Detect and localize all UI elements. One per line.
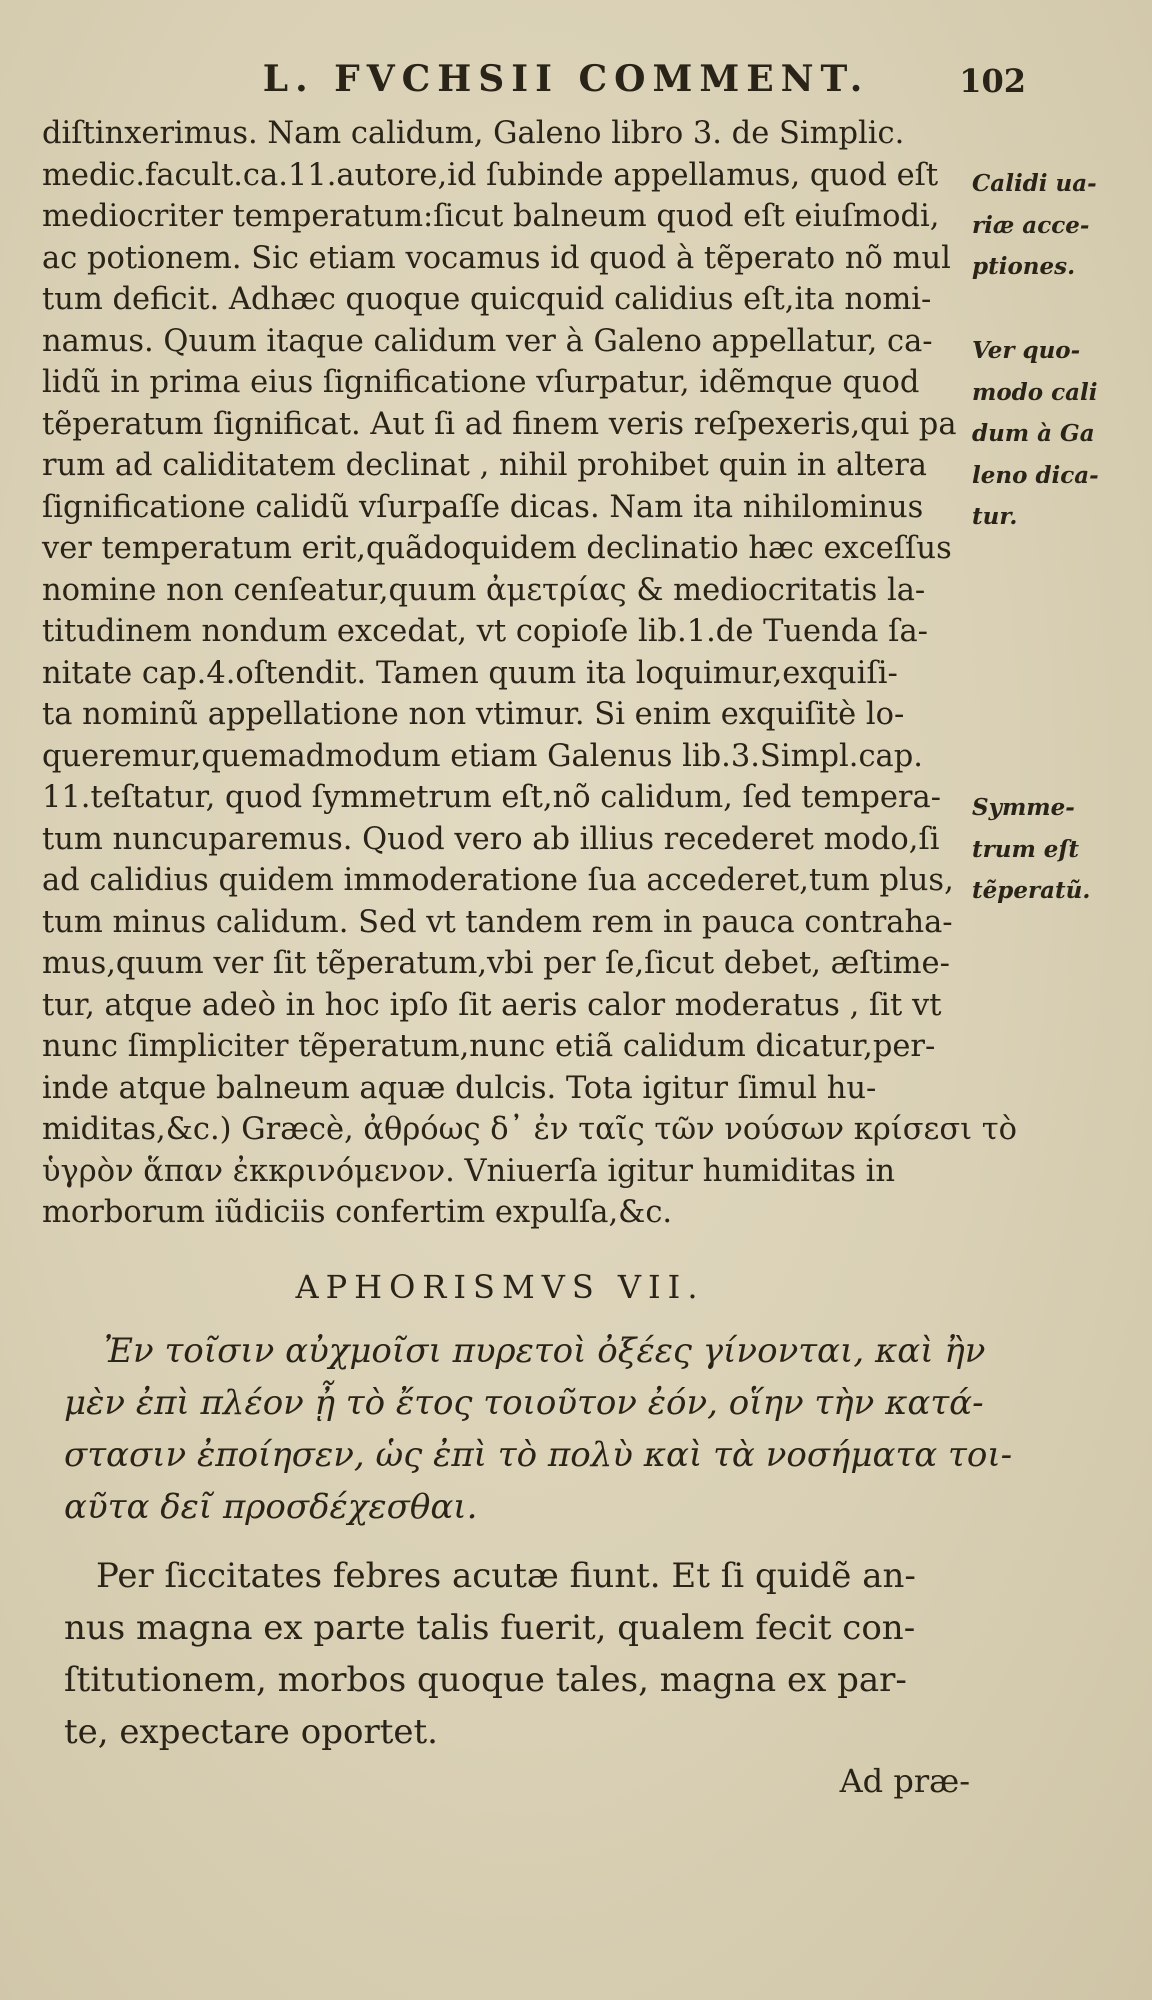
text-line: nunc ſimpliciter tẽperatum,nunc etiã calidum dicatur,per-	[42, 1029, 936, 1064]
latin-line: Per ſiccitates febres acutæ fiunt. Et ſi quidẽ an-	[96, 1556, 916, 1596]
greek-line: στασιν ἐποίησεν, ὡς ἐπὶ τὸ πολὺ καὶ τὰ νοσήματα τοι-	[64, 1435, 1013, 1475]
latin-line: nus magna ex parte talis fuerit, qualem fecit con-	[64, 1608, 916, 1648]
margin-note-line: leno dica-	[972, 461, 1099, 489]
text-line: tum deficit. Adhæc quoque quicquid calidius eſt,ita nomi-	[42, 282, 932, 317]
text-line: rum ad caliditatem declinat , nihil prohibet quin in altera	[42, 448, 927, 483]
text-line: queremur,quemadmodum etiam Galenus lib.3.Simpl.cap.	[42, 738, 923, 774]
greek-line: Ἐν τοῖσιν αὐχμοῖσι πυρετοὶ ὀξέες γίνονται, καὶ ἢν	[104, 1331, 986, 1371]
text-line: nitate cap.4.oſtendit. Tamen quum ita loquimur,exquiſi-	[42, 655, 898, 691]
margin-note-line: tẽperatũ.	[972, 877, 1091, 904]
margin-note-line: trum eſt	[972, 835, 1079, 863]
margin-note-calidi	[972, 163, 1147, 288]
margin-note-line: tur.	[972, 503, 1018, 530]
text-line: ac potionem. Sic etiam vocamus id quod à tẽperato nõ mul	[42, 240, 951, 276]
text-line: tum nuncuparemus. Quod vero ab illius recederet modo,ſi	[42, 821, 940, 857]
greek-line: μὲν ἐπὶ πλέον ᾖ τὸ ἔτος τοιοῦτον ἐόν, οἵην τὴν κατά-	[64, 1383, 984, 1423]
text-line: ver temperatum erit,quãdoquidem declinatio hæc exceſſus	[42, 531, 952, 566]
margin-note-line: Ver quo-	[972, 337, 1081, 364]
commentary-text	[42, 113, 1018, 1234]
text-line: namus. Quum itaque calidum ver à Galeno appellatur, ca-	[42, 323, 933, 359]
latin-line: ſtitutionem, morbos quoque tales, magna ex par-	[64, 1660, 907, 1700]
margin-note-line: modo cali	[972, 378, 1098, 406]
text-line: ad calidius quidem immoderatione ſua accederet,tum plus,	[42, 863, 954, 898]
text-line: tum minus calidum. Sed vt tandem rem in pauca contraha-	[42, 904, 953, 940]
text-line: tẽperatum ſignificat. Aut ſi ad finem veris reſpexeris,qui pa	[42, 406, 957, 442]
text-line: ſignificatione calidũ vſurpaſſe dicas. Nam ita nihilominus	[42, 489, 924, 525]
margin-note-symmetrum	[972, 787, 1147, 912]
text-line: mediocriter temperatum:ſicut balneum quod eſt eiuſmodi,	[42, 199, 940, 234]
page-number: 102	[959, 62, 1026, 100]
latin-line: te, expectare oportet.	[64, 1712, 438, 1752]
text-line: 11.teſtatur, quod ſymmetrum eſt,nõ calidum, ſed tempera-	[42, 780, 941, 815]
running-head: L. FVCHSII COMMENT.	[262, 58, 870, 100]
margin-note-line: ptiones.	[972, 253, 1076, 280]
text-line: nomine non cenſeatur,quum ἀμετρίας & mediocritatis la-	[42, 572, 926, 608]
margin-note-line: Calidi ua-	[972, 170, 1097, 197]
text-line: medic.facult.ca.11.autore,id ſubinde appellamus, quod eſt	[42, 157, 939, 193]
text-line: lidũ in prima eius ſignificatione vſurpatur, idẽmque quod	[42, 365, 920, 400]
aphorism-heading: APHORISMVS VII.	[295, 1268, 705, 1306]
text-line: diſtinxerimus. Nam calidum, Galeno libro 3. de Simplic.	[42, 116, 905, 151]
margin-note-line: riæ acce-	[972, 211, 1090, 239]
text-line: ὑγρὸν ἅπαν ἐκκρινόμενον. Vniuerſa igitur humiditas in	[42, 1153, 896, 1189]
text-line: titudinem nondum excedat, vt copioſe lib.1.de Tuenda ſa-	[42, 614, 928, 649]
aphorism-latin-text	[64, 1550, 984, 1758]
text-line: inde atque balneum aquæ dulcis. Tota igitur ſimul hu-	[42, 1070, 877, 1106]
aphorism-greek-text	[64, 1325, 1013, 1533]
text-line: ta nominũ appellatione non vtimur. Si enim exquiſitè lo-	[42, 697, 905, 732]
margin-note-line: Symme-	[972, 794, 1075, 821]
text-line: tur, atque adeò in hoc ipſo ſit aeris calor moderatus , ſit vt	[42, 987, 942, 1023]
text-line: mus,quum ver ſit tẽperatum,vbi per ſe,ſicut debet, æſtime-	[42, 946, 950, 981]
margin-note-ver	[972, 330, 1147, 538]
greek-line: αῦτα δεῖ προσδέχεσθαι.	[64, 1487, 478, 1527]
margin-note-line: dum à Ga	[972, 420, 1095, 447]
text-line: miditas,&c.) Græcè, ἀθρόως δ᾽ ἐν ταῖς τῶν νούσων κρίσεσι τὸ	[42, 1112, 1018, 1147]
catchword: Ad præ-	[839, 1762, 970, 1800]
text-line: morborum iũdiciis confertim expulſa,&c.	[42, 1195, 673, 1230]
